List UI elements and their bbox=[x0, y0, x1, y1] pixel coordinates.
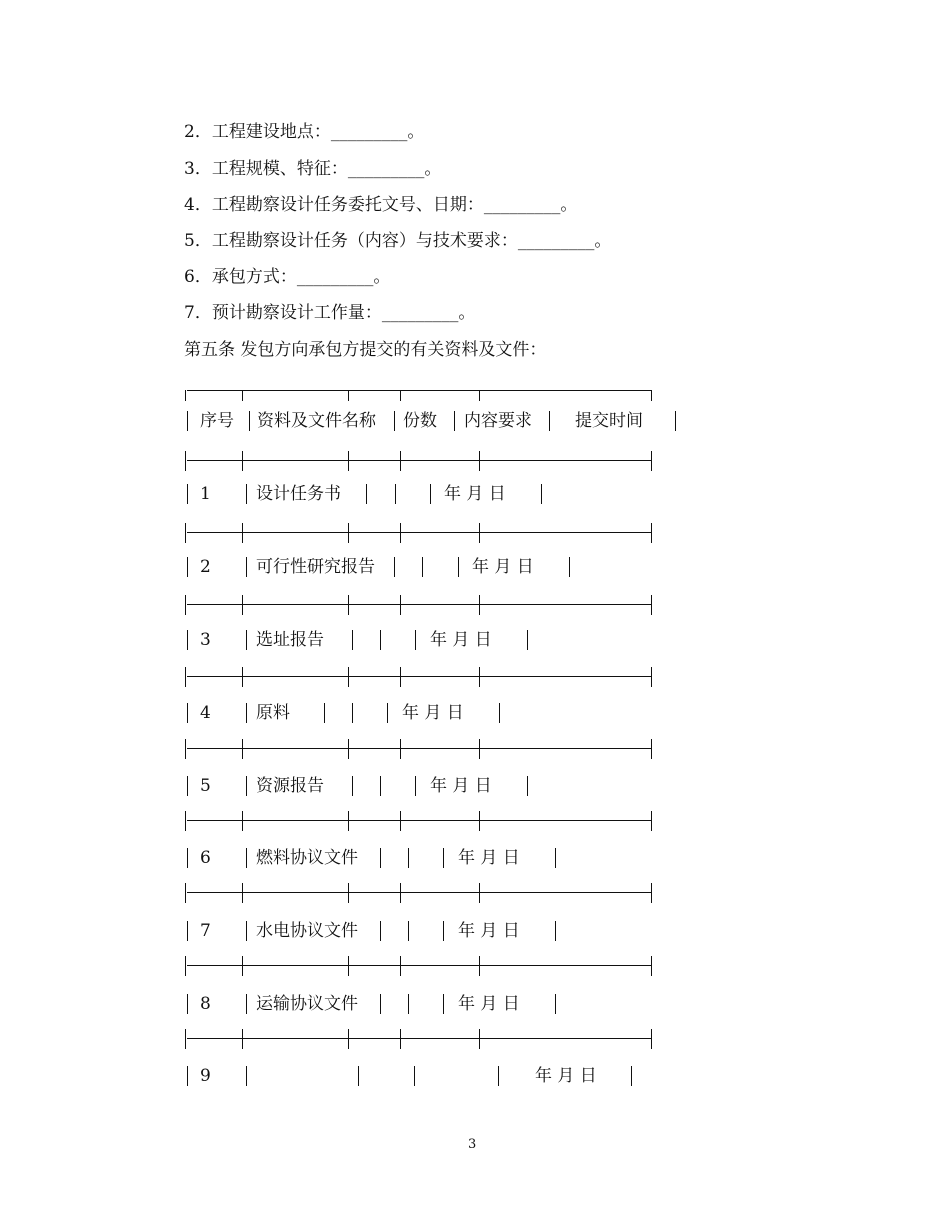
row-number: 7 bbox=[200, 921, 211, 941]
table-row bbox=[185, 921, 685, 943]
cell-divider bbox=[443, 921, 444, 941]
cell-divider bbox=[408, 848, 409, 868]
header-copies: 份数 bbox=[403, 411, 437, 431]
table-row-rule bbox=[185, 1028, 653, 1050]
cell-divider bbox=[246, 703, 247, 723]
cell-divider bbox=[414, 1066, 415, 1086]
row-document-name: 资源报告 bbox=[256, 776, 324, 796]
cell-divider bbox=[187, 776, 188, 796]
cell-divider bbox=[352, 703, 353, 723]
cell-divider bbox=[541, 484, 542, 504]
table-row-rule bbox=[185, 450, 653, 472]
table-row-rule bbox=[185, 955, 653, 977]
header-submit-time: 提交时间 bbox=[575, 411, 643, 431]
item-6: 6．承包方式：_________。 bbox=[184, 267, 391, 287]
cell-divider bbox=[454, 411, 455, 431]
row-document-name: 选址报告 bbox=[256, 630, 324, 650]
cell-divider bbox=[187, 994, 188, 1014]
cell-divider bbox=[458, 557, 459, 577]
cell-divider bbox=[358, 1066, 359, 1086]
table-row bbox=[185, 848, 685, 870]
row-number: 9 bbox=[200, 1066, 211, 1086]
table-row bbox=[185, 703, 685, 725]
row-document-name: 可行性研究报告 bbox=[256, 557, 375, 577]
cell-divider bbox=[555, 921, 556, 941]
row-number: 5 bbox=[200, 776, 211, 796]
cell-divider bbox=[380, 776, 381, 796]
row-document-name: 运输协议文件 bbox=[256, 994, 358, 1014]
cell-divider bbox=[246, 630, 247, 650]
cell-divider bbox=[415, 630, 416, 650]
cell-divider bbox=[631, 1066, 632, 1086]
cell-divider bbox=[415, 776, 416, 796]
row-number: 1 bbox=[200, 484, 211, 504]
row-document-name: 原料 bbox=[256, 703, 290, 723]
item-5: 5．工程勘察设计任务（内容）与技术要求：_________。 bbox=[184, 231, 612, 251]
cell-divider bbox=[422, 557, 423, 577]
cell-divider bbox=[499, 703, 500, 723]
cell-divider bbox=[187, 484, 188, 504]
cell-divider bbox=[187, 557, 188, 577]
row-date: 年 月 日 bbox=[444, 484, 506, 504]
cell-divider bbox=[443, 994, 444, 1014]
row-date: 年 月 日 bbox=[472, 557, 534, 577]
cell-divider bbox=[246, 921, 247, 941]
header-no: 序号 bbox=[200, 411, 234, 431]
cell-divider bbox=[246, 1066, 247, 1086]
table-row-rule bbox=[185, 522, 653, 544]
row-number: 8 bbox=[200, 994, 211, 1014]
cell-divider bbox=[246, 557, 247, 577]
row-date: 年 月 日 bbox=[458, 921, 520, 941]
row-date: 年 月 日 bbox=[430, 776, 492, 796]
cell-divider bbox=[527, 630, 528, 650]
row-document-name: 燃料协议文件 bbox=[256, 848, 358, 868]
page-number: 3 bbox=[468, 1137, 477, 1152]
cell-divider bbox=[366, 484, 367, 504]
cell-divider bbox=[380, 994, 381, 1014]
cell-divider bbox=[380, 848, 381, 868]
table-row-rule bbox=[185, 882, 653, 904]
table-row-rule bbox=[185, 666, 653, 688]
cell-divider bbox=[187, 1066, 188, 1086]
table-row bbox=[185, 557, 685, 579]
cell-divider bbox=[408, 921, 409, 941]
item-2: 2．工程建设地点：_________。 bbox=[184, 122, 425, 142]
row-number: 4 bbox=[200, 703, 211, 723]
article-heading: 第五条 发包方向承包方提交的有关资料及文件： bbox=[184, 340, 547, 360]
item-7: 7．预计勘察设计工作量：_________。 bbox=[184, 303, 476, 323]
cell-divider bbox=[394, 557, 395, 577]
cell-divider bbox=[249, 411, 250, 431]
row-date: 年 月 日 bbox=[458, 848, 520, 868]
item-4: 4．工程勘察设计任务委托文号、日期：_________。 bbox=[184, 195, 578, 215]
table-row bbox=[185, 1066, 685, 1088]
row-date: 年 月 日 bbox=[402, 703, 464, 723]
table-row-rule bbox=[185, 738, 653, 760]
cell-divider bbox=[187, 703, 188, 723]
cell-divider bbox=[675, 411, 676, 431]
cell-divider bbox=[380, 630, 381, 650]
cell-divider bbox=[246, 994, 247, 1014]
cell-divider bbox=[387, 703, 388, 723]
header-requirements: 内容要求 bbox=[464, 411, 532, 431]
cell-divider bbox=[555, 848, 556, 868]
cell-divider bbox=[394, 411, 395, 431]
cell-divider bbox=[380, 921, 381, 941]
table-header-row bbox=[185, 411, 685, 433]
row-document-name: 水电协议文件 bbox=[256, 921, 358, 941]
cell-divider bbox=[549, 411, 550, 431]
item-3: 3．工程规模、特征：_________。 bbox=[184, 159, 442, 179]
row-date: 年 月 日 bbox=[458, 994, 520, 1014]
cell-divider bbox=[569, 557, 570, 577]
table-row bbox=[185, 630, 685, 652]
cell-divider bbox=[187, 921, 188, 941]
header-name: 资料及文件名称 bbox=[257, 411, 376, 431]
row-number: 3 bbox=[200, 630, 211, 650]
cell-divider bbox=[527, 776, 528, 796]
cell-divider bbox=[430, 484, 431, 504]
table-row-rule bbox=[185, 810, 653, 832]
cell-divider bbox=[395, 484, 396, 504]
cell-divider bbox=[443, 848, 444, 868]
row-date: 年 月 日 bbox=[535, 1066, 597, 1086]
table-row bbox=[185, 776, 685, 798]
cell-divider bbox=[246, 776, 247, 796]
row-date: 年 月 日 bbox=[430, 630, 492, 650]
table-row-rule bbox=[185, 594, 653, 616]
cell-divider bbox=[555, 994, 556, 1014]
cell-divider bbox=[352, 630, 353, 650]
cell-divider bbox=[408, 994, 409, 1014]
cell-divider bbox=[246, 848, 247, 868]
table-row bbox=[185, 484, 685, 506]
row-document-name: 设计任务书 bbox=[256, 484, 341, 504]
cell-divider bbox=[498, 1066, 499, 1086]
cell-divider bbox=[187, 848, 188, 868]
cell-divider bbox=[187, 630, 188, 650]
row-number: 2 bbox=[200, 557, 211, 577]
table-top-rule bbox=[185, 380, 653, 402]
cell-divider bbox=[246, 484, 247, 504]
table-row bbox=[185, 994, 685, 1016]
cell-divider bbox=[324, 703, 325, 723]
cell-divider bbox=[187, 411, 188, 431]
row-number: 6 bbox=[200, 848, 211, 868]
cell-divider bbox=[352, 776, 353, 796]
